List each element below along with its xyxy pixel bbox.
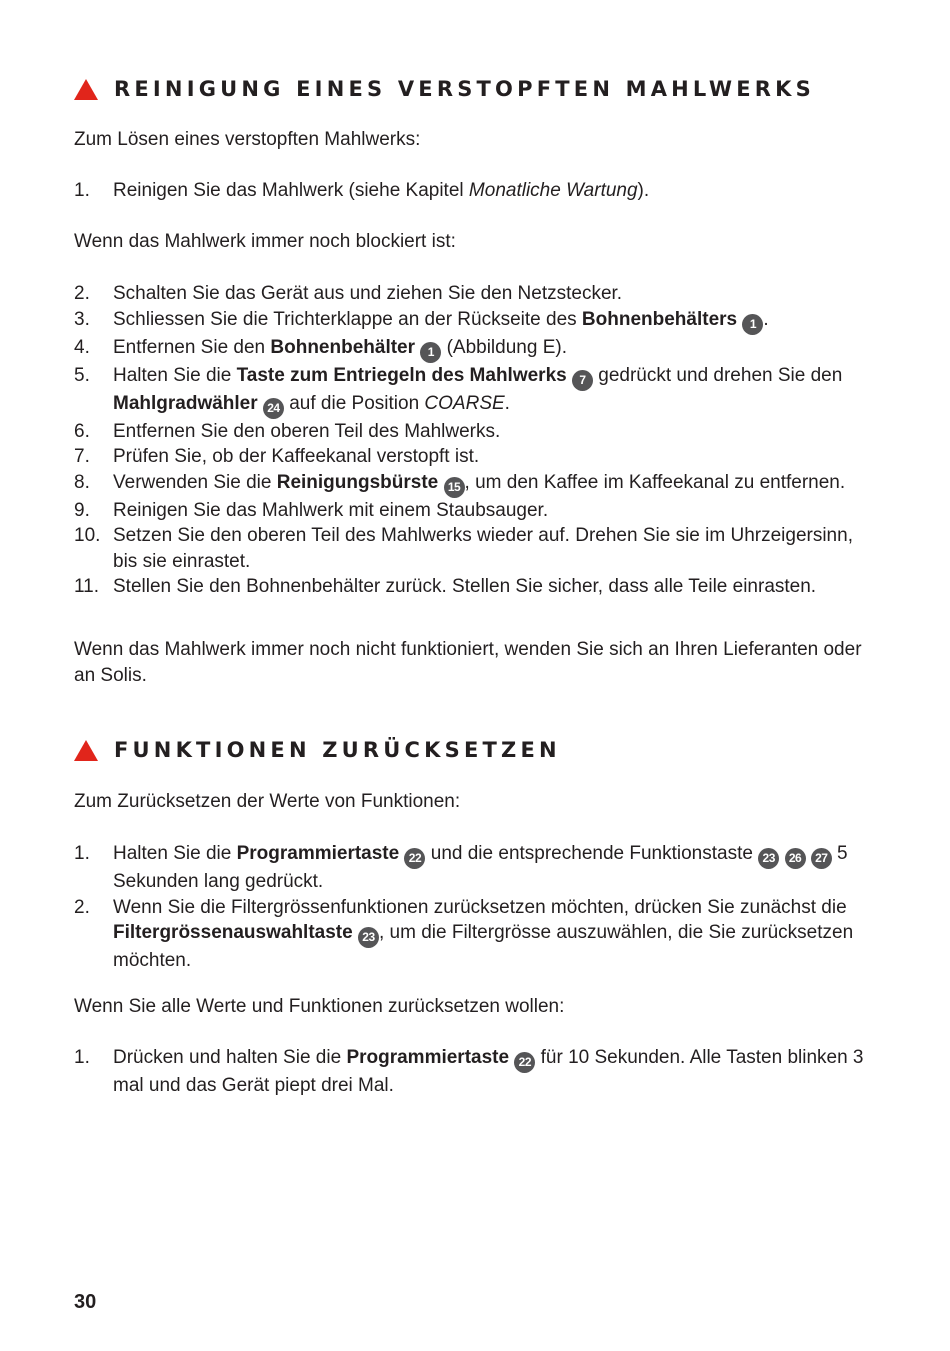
item-text: , um den Kaffee im Kaffeekanal zu entfernen. bbox=[464, 471, 846, 493]
list-item bbox=[74, 574, 864, 600]
list-item bbox=[74, 363, 864, 419]
item-text: Stellen Sie den Bohnenbehälter zurück. Stellen Sie sicher, dass alle Teile einrasten. bbox=[113, 576, 817, 597]
part-name: Filtergrössenauswahltaste bbox=[113, 922, 353, 943]
part-number-badge: 22 bbox=[404, 848, 425, 869]
item-text: ). bbox=[637, 180, 650, 201]
list-item bbox=[74, 178, 864, 204]
list-item bbox=[74, 470, 864, 498]
part-number-badge: 24 bbox=[263, 398, 284, 419]
list-item bbox=[74, 335, 864, 363]
part-name: Mahlgradwähler bbox=[113, 392, 258, 414]
part-number-badge: 23 bbox=[358, 927, 379, 948]
list-item bbox=[74, 281, 864, 307]
section-grinder-cleaning bbox=[74, 74, 874, 686]
part-number-badge: 23 bbox=[758, 848, 779, 869]
part-number-badge: 1 bbox=[742, 314, 763, 335]
item-text: und die entsprechende Funktionstaste bbox=[425, 843, 759, 864]
item-number: 2. bbox=[74, 896, 90, 918]
item-number: 1. bbox=[74, 843, 90, 864]
list-item bbox=[74, 419, 864, 445]
list-item bbox=[74, 1045, 864, 1099]
item-text: Reinigen Sie das Mahlwerk mit einem Staubsauger. bbox=[113, 499, 549, 521]
section-heading bbox=[74, 74, 874, 104]
italic-reference: COARSE bbox=[424, 392, 505, 414]
part-name: Bohnenbehälters bbox=[581, 308, 738, 330]
part-number-badge: 22 bbox=[514, 1052, 535, 1073]
item-number: 8. bbox=[74, 471, 90, 493]
section-heading bbox=[74, 735, 874, 765]
italic-reference: Monatliche Wartung bbox=[468, 180, 638, 201]
item-number: 6. bbox=[74, 420, 90, 442]
part-name: Reinigungsbürste bbox=[276, 471, 439, 493]
item-text: Entfernen Sie den oberen Teil des Mahlwerks. bbox=[113, 420, 501, 442]
item-number: 5. bbox=[74, 364, 90, 386]
item-number: 11. bbox=[74, 576, 100, 597]
item-text: , um die Filtergrösse auszuwählen, die Sie zurücksetzen möchten. bbox=[113, 922, 854, 971]
part-number-badge: 27 bbox=[811, 848, 832, 869]
part-name: Programmiertaste bbox=[236, 843, 400, 864]
section-title: FUNKTIONEN ZURÜCKSETZEN bbox=[114, 738, 561, 762]
item-number: 4. bbox=[74, 336, 90, 358]
list-item bbox=[74, 444, 864, 470]
part-number-badge: 15 bbox=[444, 477, 465, 498]
item-number: 7. bbox=[74, 446, 90, 467]
item-text: Halten Sie die bbox=[113, 843, 237, 864]
outro-text: Wenn das Mahlwerk immer noch nicht funktioniert, wenden Sie sich an Ihren Lieferanten oder an Solis. bbox=[74, 639, 862, 686]
item-number: 1. bbox=[74, 1047, 90, 1068]
item-text: Entfernen Sie den bbox=[113, 336, 271, 358]
item-text: 5 Sekunden lang gedrückt. bbox=[113, 843, 848, 892]
intro-text: Zum Zurücksetzen der Werte von Funktionen: bbox=[74, 791, 461, 812]
item-text: Halten Sie die bbox=[113, 364, 237, 386]
item-text: (Abbildung E). bbox=[441, 336, 567, 358]
item-text: Setzen Sie den oberen Teil des Mahlwerks wieder auf. Drehen Sie sie im Uhrzeigersinn, bis sie einrastet. bbox=[113, 525, 853, 572]
intro-text: Zum Lösen eines verstopften Mahlwerks: bbox=[74, 129, 421, 150]
part-name: Taste zum Entriegeln des Mahlwerks bbox=[236, 364, 567, 386]
item-text: gedrückt und drehen Sie den bbox=[593, 364, 843, 386]
item-text: für 10 Sekunden. Alle Tasten blinken 3 mal und das Gerät piept drei Mal. bbox=[113, 1047, 864, 1096]
item-text: Reinigen Sie das Mahlwerk (siehe Kapitel bbox=[113, 180, 469, 201]
item-text: auf die Position bbox=[283, 392, 425, 414]
step-list bbox=[74, 281, 864, 600]
list-item bbox=[74, 523, 864, 574]
part-number-badge: 26 bbox=[785, 848, 806, 869]
item-text: . bbox=[763, 308, 769, 330]
part-name: Bohnenbehälter bbox=[270, 336, 416, 358]
item-number: 9. bbox=[74, 499, 90, 521]
step-list bbox=[74, 178, 864, 204]
item-text: Drücken und halten Sie die bbox=[113, 1047, 347, 1068]
step-list bbox=[74, 841, 864, 974]
list-item bbox=[74, 841, 864, 895]
item-text: Prüfen Sie, ob der Kaffeekanal verstopft ist. bbox=[113, 446, 480, 467]
red-triangle-icon bbox=[74, 740, 98, 761]
part-number-badge: 7 bbox=[572, 370, 593, 391]
condition-text: Wenn das Mahlwerk immer noch blockiert ist: bbox=[74, 231, 456, 252]
item-text: Verwenden Sie die bbox=[113, 471, 277, 493]
section-reset-functions bbox=[74, 735, 874, 1096]
list-item bbox=[74, 498, 864, 524]
condition-text: Wenn Sie alle Werte und Funktionen zurücksetzen wollen: bbox=[74, 996, 565, 1017]
item-number: 10. bbox=[74, 525, 101, 546]
part-number-badge: 1 bbox=[420, 342, 441, 363]
item-number: 2. bbox=[74, 283, 90, 304]
item-text: . bbox=[504, 392, 510, 414]
part-name: Programmiertaste bbox=[346, 1047, 510, 1068]
item-number: 3. bbox=[74, 308, 90, 330]
section-title: REINIGUNG EINES VERSTOPFTEN MAHLWERKS bbox=[114, 77, 815, 101]
item-text: Schalten Sie das Gerät aus und ziehen Sie den Netzstecker. bbox=[113, 283, 623, 304]
red-triangle-icon bbox=[74, 79, 98, 100]
step-list bbox=[74, 1045, 864, 1099]
list-item bbox=[74, 307, 864, 335]
list-item bbox=[74, 895, 864, 974]
item-number: 1. bbox=[74, 180, 90, 201]
item-text: Wenn Sie die Filtergrössenfunktionen zurücksetzen möchten, drücken Sie zunächst die bbox=[113, 896, 847, 918]
page-number: 30 bbox=[74, 1291, 97, 1313]
item-text: Schliessen Sie die Trichterklappe an der Rückseite des bbox=[113, 308, 582, 330]
